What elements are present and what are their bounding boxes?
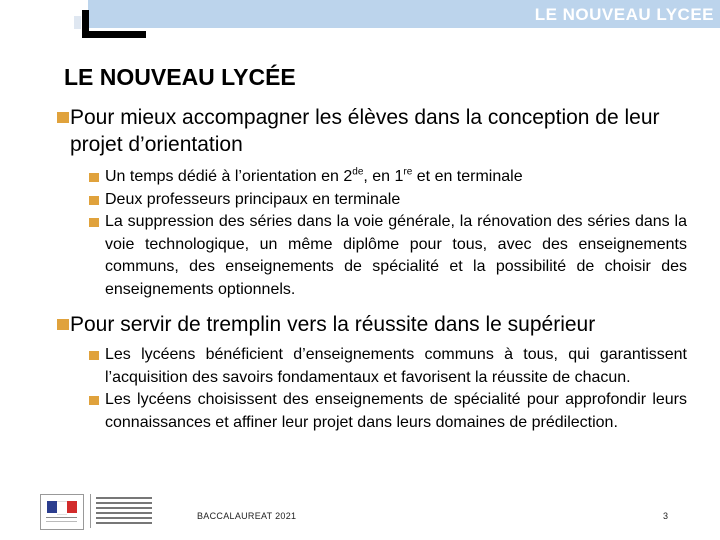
list-item (89, 211, 687, 301)
list-item-text: Les lycéens choisissent des enseignements de spécialité pour approfondir leurs connaissances et affiner leur projet dans leurs domaines de prédilection. (105, 391, 687, 431)
superscript-re: re (403, 166, 413, 178)
list-item (89, 189, 687, 212)
page-number: 3 (663, 511, 669, 521)
logo-text-line (46, 517, 77, 518)
logo-divider (90, 494, 91, 528)
flag-red-stripe (67, 501, 77, 513)
header-title: LE NOUVEAU LYCEE (534, 5, 714, 24)
square-bullet-icon (89, 196, 99, 205)
logo-text-line (46, 521, 77, 522)
superscript-de: de (352, 166, 364, 178)
section-heading (57, 311, 687, 338)
square-bullet-icon (89, 396, 99, 405)
list-item-text: Un temps dédié à l’orientation en 2 (105, 168, 353, 185)
list-item-text: Les lycéens bénéficient d’enseignements communs à tous, qui garantissent l’acquisition des savoirs fondamentaux et favorisent la réussite de chacun. (105, 346, 687, 386)
square-bullet-icon (57, 112, 69, 123)
republique-francaise-logo (40, 494, 84, 530)
flag-blue-stripe (47, 501, 57, 513)
square-bullet-icon (57, 319, 69, 330)
footer-text: BACCALAUREAT 2021 (197, 511, 297, 521)
slide-title: LE NOUVEAU LYCÉE (64, 64, 296, 90)
corner-mark-square (74, 16, 81, 29)
slide-content (57, 104, 687, 434)
square-bullet-icon (89, 218, 99, 227)
list-item (89, 166, 687, 189)
flag-white-stripe (57, 501, 67, 515)
section-heading (57, 104, 687, 158)
ministry-name-lines (96, 497, 152, 527)
square-bullet-icon (89, 351, 99, 360)
square-bullet-icon (89, 173, 99, 182)
ministry-logo (40, 494, 152, 528)
corner-mark-horizontal (82, 31, 146, 38)
list-item-text: La suppression des séries dans la voie générale, la rénovation des séries dans la voie technologique, un même diplôme pour tous, avec des enseignements communs, des enseignements de spécialité et la possibilité de choisir des enseignements optionnels. (105, 213, 687, 298)
section-heading-text: Pour mieux accompagner les élèves dans la conception de leur projet d’orientation (70, 106, 660, 156)
list-item (89, 344, 687, 389)
section-heading-text: Pour servir de tremplin vers la réussite dans le supérieur (70, 313, 596, 336)
list-item-text-end: et en terminale (412, 168, 523, 185)
list-item-text-mid: , en 1 (363, 168, 404, 185)
list-item-text: Deux professeurs principaux en terminale (105, 190, 401, 208)
list-item (89, 389, 687, 434)
corner-logo-mark (74, 10, 146, 38)
